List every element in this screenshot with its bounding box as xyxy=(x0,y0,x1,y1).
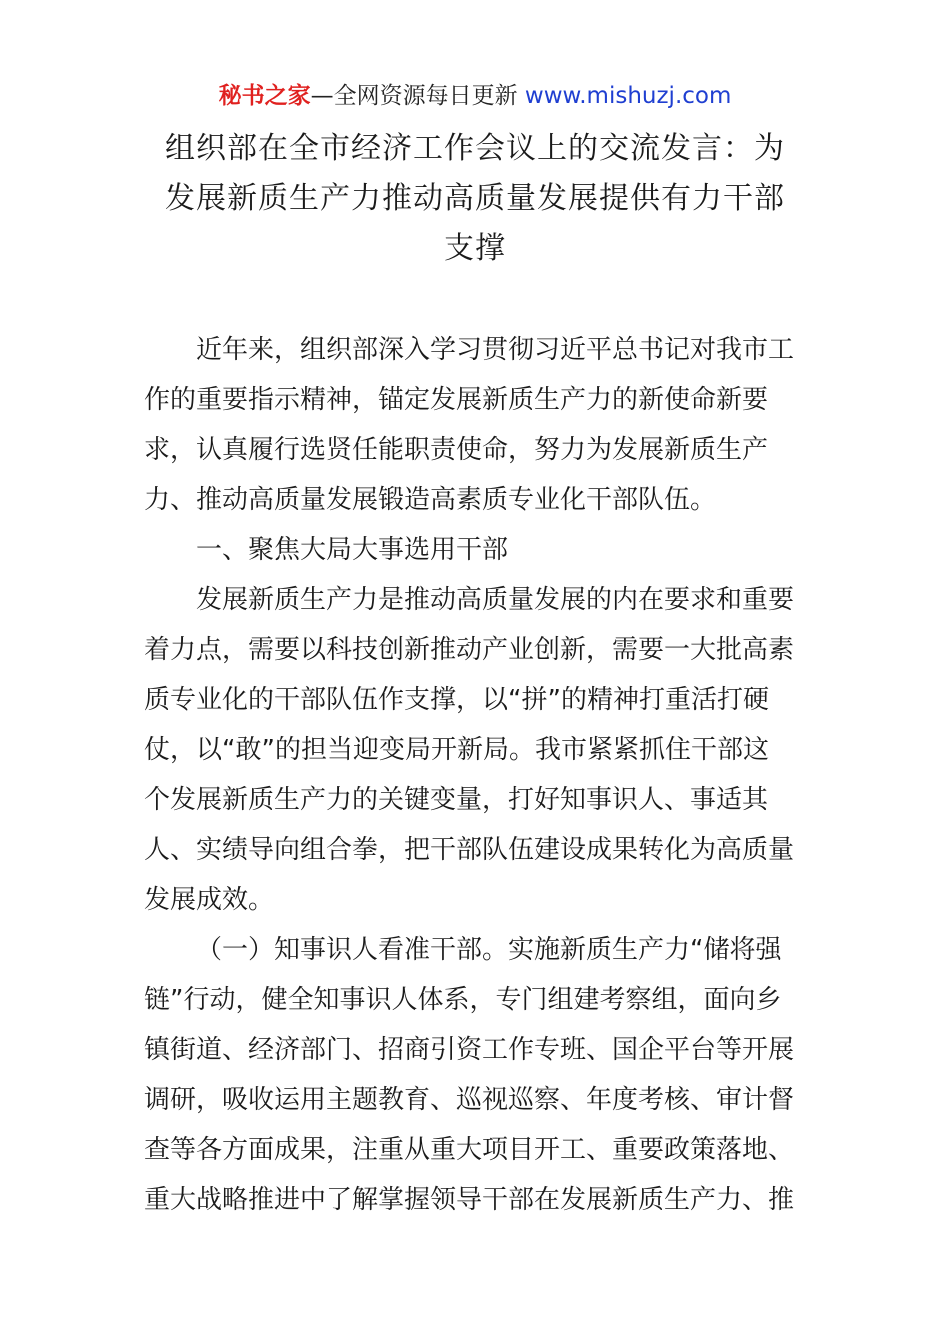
body-line: 质专业化的干部队伍作支撑，以“拼”的精神打重活打硬 xyxy=(144,685,769,715)
body-line: 镇街道、经济部门、招商引资工作专班、国企平台等开展 xyxy=(144,1035,795,1065)
body-line: 人、实绩导向组合拳，把干部队伍建设成果转化为高质量 xyxy=(144,835,795,865)
body-line: 链”行动，健全知事识人体系，专门组建考察组，面向乡 xyxy=(144,985,782,1015)
body-line: 重大战略推进中了解掌握领导干部在发展新质生产力、推 xyxy=(144,1185,795,1215)
body-line: 发展成效。 xyxy=(144,885,275,915)
body-line: 调研，吸收运用主题教育、巡视巡察、年度考核、审计督 xyxy=(144,1085,795,1115)
body-line: 个发展新质生产力的关键变量，打好知事识人、事适其 xyxy=(144,785,769,815)
body-line: 作的重要指示精神，锚定发展新质生产力的新使命新要 xyxy=(144,385,769,415)
title-line: 支撑 xyxy=(444,231,506,266)
body-line: （一）知事识人看准干部。实施新质生产力“储将强 xyxy=(196,935,782,965)
body-line: 仗，以“敢”的担当迎变局开新局。我市紧紧抓住干部这 xyxy=(144,735,769,765)
section-heading: 一、聚焦大局大事选用干部 xyxy=(196,535,509,565)
title-line: 组织部在全市经济工作会议上的交流发言：为 xyxy=(165,131,785,166)
body-line: 着力点，需要以科技创新推动产业创新，需要一大批高素 xyxy=(144,635,795,665)
body-line: 查等各方面成果，注重从重大项目开工、重要政策落地、 xyxy=(144,1135,795,1165)
body-line: 发展新质生产力是推动高质量发展的内在要求和重要 xyxy=(196,585,795,615)
body-line: 求，认真履行选贤任能职责使命，努力为发展新质生产 xyxy=(144,435,769,465)
body-line: 近年来，组织部深入学习贯彻习近平总书记对我市工 xyxy=(196,335,795,365)
site-tagline: —全网资源每日更新 xyxy=(310,83,525,109)
site-header xyxy=(0,80,950,112)
site-url-link[interactable]: www.mishuzj.com xyxy=(524,83,732,109)
site-brand: 秘书之家 xyxy=(218,83,311,109)
document-body xyxy=(144,325,814,1225)
title-line: 发展新质生产力推动高质量发展提供有力干部 xyxy=(165,181,785,216)
body-line: 力、推动高质量发展锻造高素质专业化干部队伍。 xyxy=(144,485,717,515)
document-title xyxy=(120,124,830,274)
